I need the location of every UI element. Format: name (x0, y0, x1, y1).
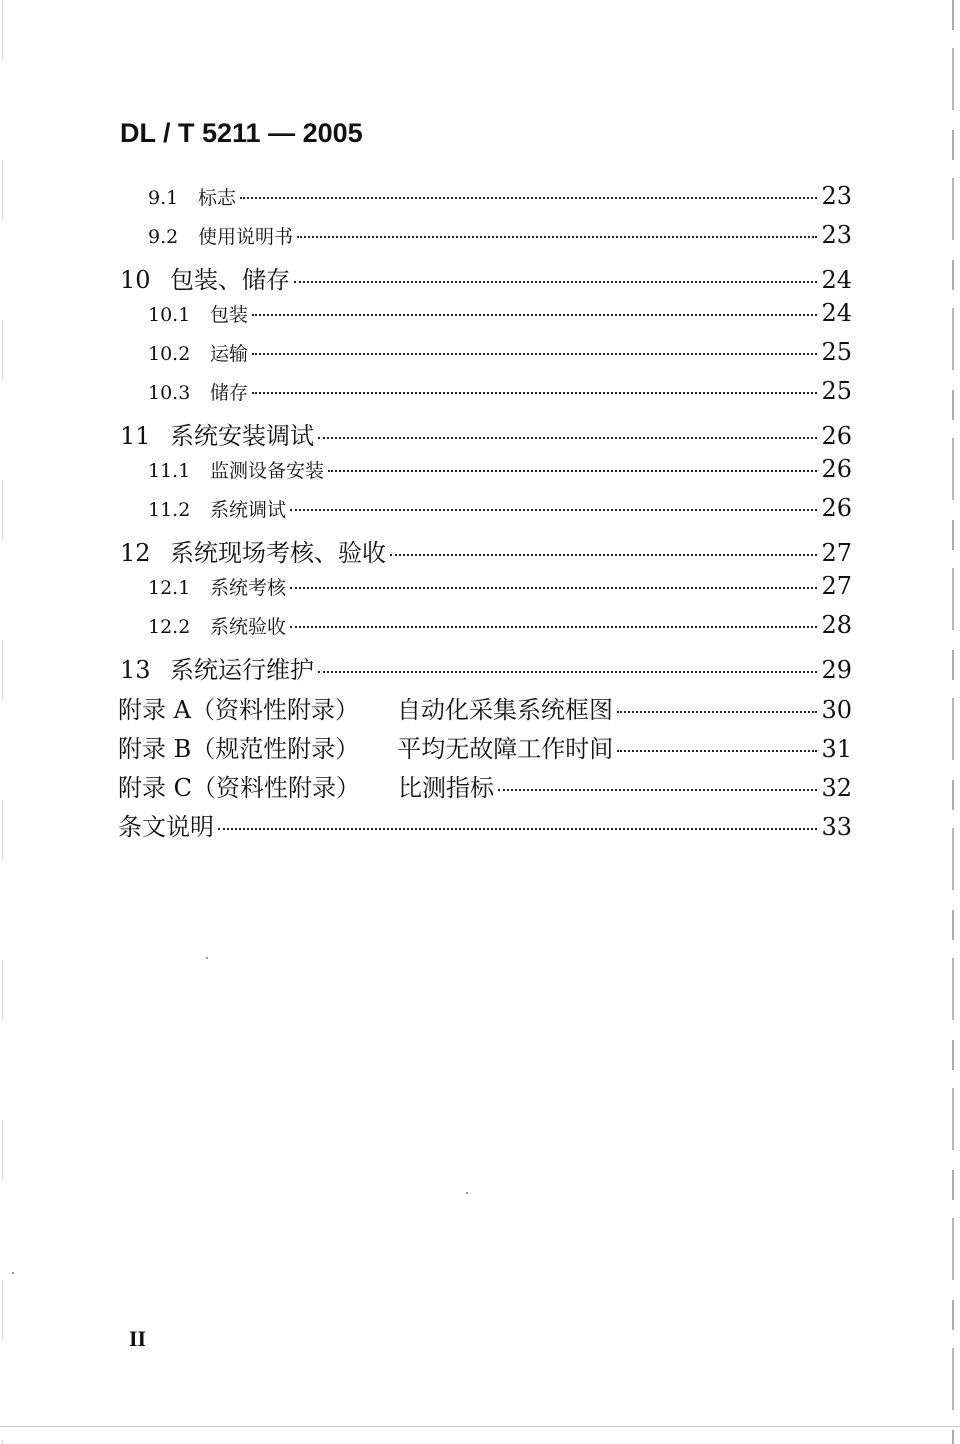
toc-leader-dots (252, 392, 817, 394)
scan-speck (12, 1272, 14, 1274)
toc-entry[interactable] (120, 416, 852, 450)
toc-entry[interactable] (120, 533, 852, 567)
toc-leader-dots (498, 789, 817, 791)
toc-entry-number: 11.2 (148, 499, 191, 521)
toc-leader-dots (617, 750, 817, 752)
toc-entry[interactable] (120, 650, 852, 684)
toc-entry[interactable] (120, 260, 852, 294)
toc-entry-number: 10.3 (148, 382, 191, 404)
toc-entry-page: 23 (821, 182, 852, 210)
toc-entry-page: 24 (821, 299, 852, 327)
toc-entry-page: 30 (821, 696, 852, 724)
toc-appendix-label: 附录 A（资料性附录） (118, 696, 359, 724)
toc-leader-dots (252, 314, 817, 316)
toc-leader-dots (294, 281, 817, 283)
toc-entry-page: 32 (821, 774, 852, 802)
toc-entry[interactable] (148, 338, 852, 372)
toc-appendix-label: 附录 C（资料性附录） (118, 774, 360, 802)
toc-entry-number: 13 (120, 656, 151, 684)
toc-entry-appendix[interactable] (118, 690, 852, 724)
toc-entry-title: 标志 (198, 187, 237, 209)
toc-entry[interactable] (148, 221, 852, 255)
toc-entry-number: 10.2 (148, 343, 191, 365)
scan-bottom-edge (0, 1426, 960, 1427)
scan-edge-right (952, 0, 954, 1444)
toc-entry-number: 12.1 (148, 577, 191, 599)
toc-entry-page: 26 (821, 422, 852, 450)
toc-leader-dots (617, 711, 817, 713)
toc-leader-dots (218, 828, 817, 830)
standard-code-header: DL / T 5211 — 2005 (120, 118, 363, 148)
toc-entry-number: 11.1 (148, 460, 191, 482)
toc-entry[interactable] (118, 807, 852, 841)
toc-entry-title: 系统安装调试 (170, 422, 314, 450)
toc-leader-dots (290, 509, 817, 511)
toc-entry-title: 包装、储存 (170, 266, 290, 294)
toc-entry[interactable] (148, 611, 852, 645)
toc-entry[interactable] (148, 182, 852, 216)
toc-entry-page: 31 (821, 735, 852, 763)
toc-entry[interactable] (148, 299, 852, 333)
toc-entry-page: 26 (821, 455, 852, 483)
toc-entry-number: 9.1 (148, 187, 179, 209)
scan-edge-left (2, 0, 3, 1444)
toc-leader-dots (290, 626, 817, 628)
toc-entry-title: 系统现场考核、验收 (170, 539, 386, 567)
toc-entry[interactable] (148, 377, 852, 411)
toc-entry-number: 12.2 (148, 616, 191, 638)
toc-entry-number: 10.1 (148, 304, 191, 326)
toc-leader-dots (390, 554, 817, 556)
toc-entry-title: 比测指标 (398, 774, 494, 802)
toc-entry-page: 28 (821, 611, 852, 639)
toc-leader-dots (240, 197, 817, 199)
toc-entry-page: 25 (821, 338, 852, 366)
toc-leader-dots (297, 236, 817, 238)
toc-entry-page: 24 (821, 266, 852, 294)
toc-entry-title: 系统考核 (210, 577, 287, 599)
toc-entry-page: 26 (821, 494, 852, 522)
toc-entry-page: 25 (821, 377, 852, 405)
toc-entry[interactable] (148, 455, 852, 489)
toc-entry[interactable] (148, 572, 852, 606)
toc-entry-appendix[interactable] (118, 729, 852, 763)
toc-entry-title: 储存 (210, 382, 249, 404)
toc-entry-appendix[interactable] (118, 768, 852, 802)
toc-entry-title: 系统验收 (210, 616, 287, 638)
toc-entry-title: 使用说明书 (198, 226, 294, 248)
toc-entry-number: 9.2 (148, 226, 179, 248)
toc-appendix-label: 附录 B（规范性附录） (118, 735, 360, 763)
toc-entry-number: 11 (120, 422, 151, 450)
toc-entry-page: 29 (821, 656, 852, 684)
toc-leader-dots (252, 353, 817, 355)
toc-entry-title: 系统调试 (210, 499, 287, 521)
toc-entry[interactable] (148, 494, 852, 528)
toc-entry-title: 平均无故障工作时间 (397, 735, 614, 763)
toc-leader-dots (290, 587, 817, 589)
toc-entry-page: 27 (821, 572, 852, 600)
toc-leader-dots (318, 671, 817, 673)
scan-speck (206, 957, 208, 959)
scan-speck (466, 1192, 468, 1194)
toc-entry-page: 23 (821, 221, 852, 249)
toc-entry-title: 包装 (210, 304, 249, 326)
toc-entry-title: 监测设备安装 (210, 460, 325, 482)
toc-entry-number: 12 (120, 539, 151, 567)
toc-leader-dots (328, 470, 817, 472)
toc-entry-number: 10 (120, 266, 151, 294)
toc-entry-page: 33 (821, 813, 852, 841)
toc-entry-title: 运输 (210, 343, 249, 365)
toc-entry-page: 27 (821, 539, 852, 567)
toc-entry-title: 条文说明 (118, 813, 214, 841)
page-number-roman: II (129, 1326, 147, 1351)
toc-entry-title: 系统运行维护 (170, 656, 314, 684)
toc-leader-dots (318, 437, 817, 439)
toc-entry-title: 自动化采集系统框图 (396, 696, 613, 724)
